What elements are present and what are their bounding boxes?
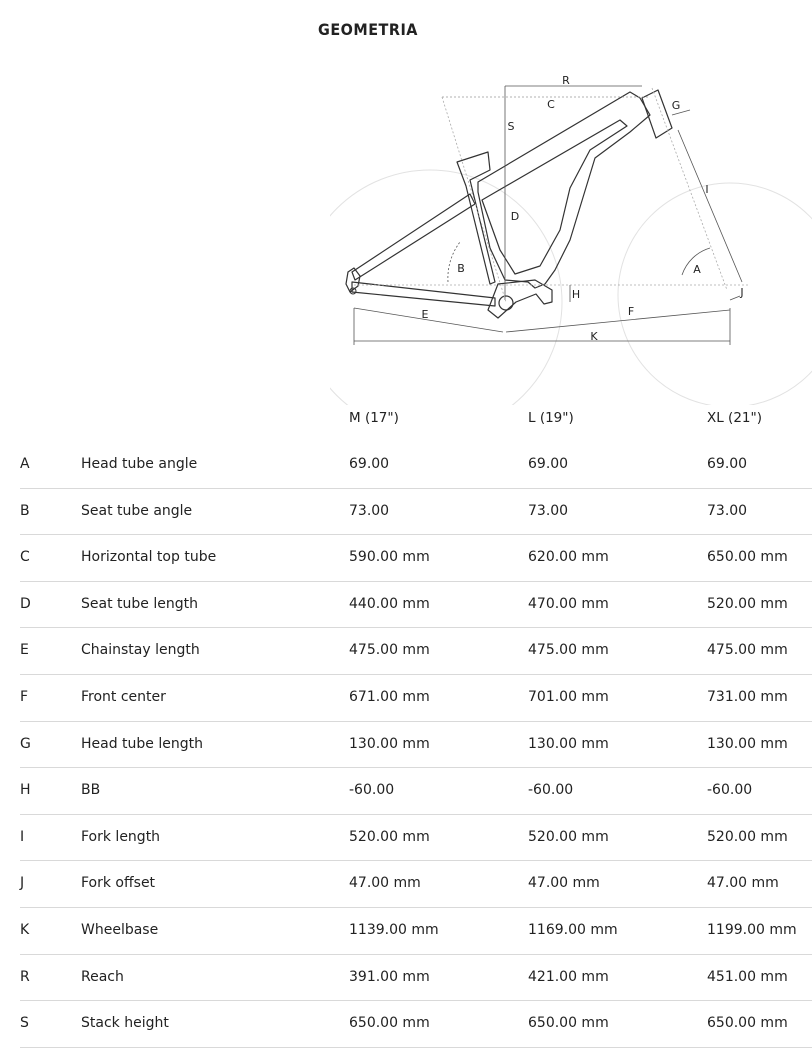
table-row — [20, 442, 812, 489]
row-value-l: 130.00 mm — [528, 735, 609, 752]
row-label: Fork length — [81, 828, 161, 845]
label-G: G — [671, 99, 681, 112]
row-value-l: 1169.00 mm — [528, 921, 618, 938]
row-value-m: 671.00 mm — [349, 688, 430, 705]
row-value-xl: 650.00 mm — [707, 1015, 788, 1032]
chainstay — [352, 282, 495, 306]
row-label: Seat tube angle — [81, 502, 193, 519]
bike-geometry-diagram — [330, 70, 812, 405]
label-S: S — [507, 120, 515, 133]
row-code: R — [20, 968, 30, 985]
row-value-m: 650.00 mm — [349, 1015, 430, 1032]
page-title: GEOMETRIA — [318, 20, 418, 39]
row-label: Head tube angle — [81, 456, 198, 472]
label-E: E — [421, 308, 429, 321]
row-value-l: 475.00 mm — [528, 642, 609, 659]
row-code: B — [20, 502, 30, 519]
row-value-m: 47.00 mm — [349, 875, 421, 892]
row-value-l: 421.00 mm — [528, 968, 609, 985]
row-code: I — [20, 828, 25, 845]
row-value-m: 475.00 mm — [349, 642, 430, 659]
row-value-xl: -60.00 — [707, 782, 753, 799]
table-row — [20, 722, 812, 769]
row-label: Horizontal top tube — [81, 549, 217, 566]
row-value-l: 620.00 mm — [528, 549, 609, 566]
row-code: E — [20, 642, 29, 659]
row-code: K — [20, 921, 30, 938]
row-code: H — [20, 782, 31, 799]
motor-housing — [488, 280, 552, 318]
row-value-l: -60.00 — [528, 782, 574, 799]
table-row — [20, 582, 812, 629]
size-header-xl: XL (21") — [707, 410, 762, 426]
row-value-l: 69.00 — [528, 456, 569, 472]
label-J: J — [740, 286, 744, 299]
row-value-l: 520.00 mm — [528, 828, 609, 845]
row-value-l: 47.00 mm — [528, 875, 600, 892]
row-value-m: -60.00 — [349, 782, 395, 799]
table-row — [20, 861, 812, 908]
row-label: Seat tube length — [81, 595, 198, 612]
row-value-xl: 73.00 — [707, 502, 748, 519]
label-R: R — [562, 74, 570, 87]
row-value-xl: 475.00 mm — [707, 642, 788, 659]
row-value-m: 440.00 mm — [349, 595, 430, 612]
row-value-xl: 731.00 mm — [707, 688, 788, 705]
row-label: BB — [81, 782, 101, 799]
table-row — [20, 675, 812, 722]
table-row — [20, 535, 812, 582]
row-value-m: 69.00 — [349, 456, 390, 472]
row-value-l: 470.00 mm — [528, 595, 609, 612]
label-B: B — [457, 262, 465, 275]
row-value-xl: 69.00 — [707, 456, 748, 472]
label-H: H — [571, 288, 581, 301]
table-row — [20, 768, 812, 815]
row-value-m: 73.00 — [349, 502, 390, 519]
row-code: F — [20, 688, 29, 705]
row-value-m: 130.00 mm — [349, 735, 430, 752]
size-header-m: M (17") — [349, 410, 399, 426]
table-row — [20, 1001, 812, 1048]
table-row — [20, 489, 812, 536]
row-value-m: 391.00 mm — [349, 968, 430, 985]
row-label: Wheelbase — [81, 921, 159, 938]
front-wheel — [618, 183, 812, 405]
geometry-table — [20, 442, 812, 1048]
row-value-l: 701.00 mm — [528, 688, 609, 705]
row-code: C — [20, 549, 30, 566]
label-K: K — [590, 330, 598, 343]
row-code: D — [20, 595, 31, 612]
row-label: Reach — [81, 968, 124, 985]
label-I: I — [705, 183, 709, 196]
row-label: Chainstay length — [81, 642, 200, 659]
table-row — [20, 628, 812, 675]
label-D: D — [510, 210, 520, 223]
table-row — [20, 908, 812, 955]
row-value-xl: 130.00 mm — [707, 735, 788, 752]
rear-wheel — [330, 170, 562, 405]
label-F: F — [627, 305, 635, 318]
row-code: J — [20, 875, 25, 892]
row-code: A — [20, 456, 30, 472]
row-value-l: 650.00 mm — [528, 1015, 609, 1032]
row-code: G — [20, 735, 31, 752]
row-value-xl: 520.00 mm — [707, 595, 788, 612]
row-label: Front center — [81, 688, 166, 705]
label-A: A — [693, 263, 701, 276]
table-row — [20, 815, 812, 862]
row-value-xl: 47.00 mm — [707, 875, 779, 892]
row-value-xl: 650.00 mm — [707, 549, 788, 566]
row-value-xl: 1199.00 mm — [707, 921, 797, 938]
row-value-m: 1139.00 mm — [349, 921, 439, 938]
row-value-xl: 451.00 mm — [707, 968, 788, 985]
row-value-xl: 520.00 mm — [707, 828, 788, 845]
row-value-l: 73.00 — [528, 502, 569, 519]
label-C: C — [547, 98, 555, 111]
row-value-m: 590.00 mm — [349, 549, 430, 566]
row-label: Fork offset — [81, 875, 156, 892]
row-label: Stack height — [81, 1015, 169, 1032]
row-value-m: 520.00 mm — [349, 828, 430, 845]
row-code: S — [20, 1015, 29, 1032]
size-header-l: L (19") — [528, 410, 574, 426]
row-label: Head tube length — [81, 735, 203, 752]
table-row — [20, 955, 812, 1002]
